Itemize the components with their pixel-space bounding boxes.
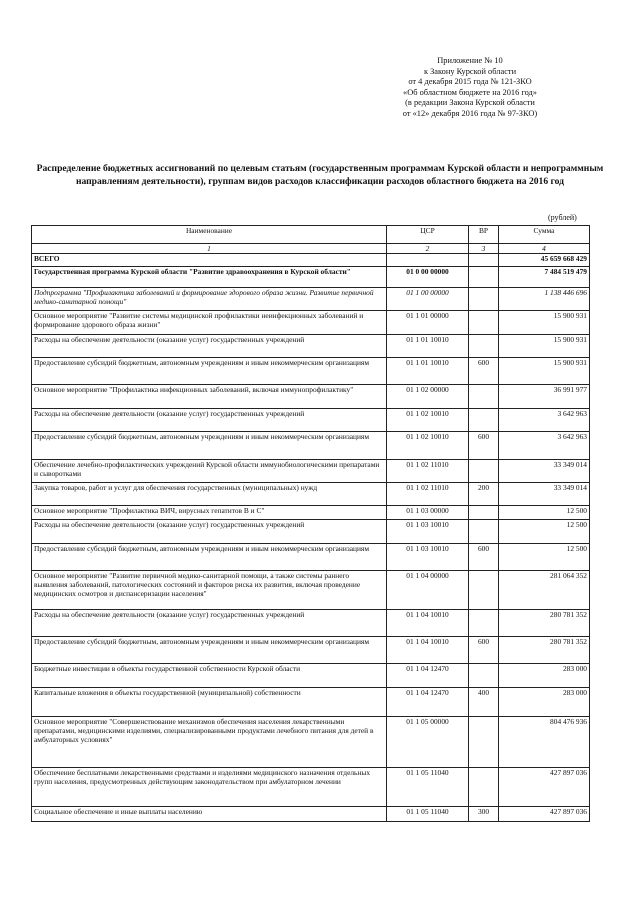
row-vr (469, 409, 499, 432)
header-csr: ЦСР (387, 226, 469, 244)
appendix-line: от «12» декабря 2016 года № 97-ЗКО) (402, 108, 538, 118)
row-name: Основное мероприятие "Профилактика ВИЧ, вирусных гепатитов В и С" (32, 506, 387, 520)
column-number: 3 (469, 244, 499, 254)
row-sum: 7 484 519 479 (499, 267, 590, 288)
column-number-row (32, 244, 590, 254)
row-csr: 01 1 05 00000 (387, 717, 469, 768)
table-row (32, 311, 590, 335)
table-row (32, 288, 590, 311)
row-name: Социальное обеспечение и иные выплаты населению (32, 807, 387, 822)
table-row (32, 267, 590, 288)
row-name: ВСЕГО (32, 254, 387, 267)
row-vr (469, 571, 499, 610)
row-csr: 01 1 01 10010 (387, 358, 469, 385)
row-csr: 01 1 02 10010 (387, 432, 469, 460)
row-csr: 01 1 03 10010 (387, 544, 469, 571)
row-name: Предоставление субсидий бюджетным, автономным учреждениям и иным некоммерческим организациям (32, 432, 387, 460)
header-sum: Сумма (499, 226, 590, 244)
table-row (32, 335, 590, 358)
appendix-line: (в редакции Закона Курской области (405, 98, 535, 108)
row-name: Расходы на обеспечение деятельности (оказание услуг) государственных учреждений (32, 409, 387, 432)
row-sum: 3 642 963 (499, 409, 590, 432)
appendix-line: к Закону Курской области (423, 66, 517, 76)
appendix-line: Приложение № 10 (437, 56, 503, 65)
row-sum: 15 900 931 (499, 358, 590, 385)
row-vr (469, 520, 499, 544)
row-sum: 804 476 936 (499, 717, 590, 768)
row-csr: 01 1 04 10010 (387, 610, 469, 637)
row-name: Предоставление субсидий бюджетным, автономным учреждениям и иным некоммерческим организациям (32, 544, 387, 571)
row-sum: 12 500 (499, 520, 590, 544)
row-vr (469, 335, 499, 358)
row-name: Закупка товаров, работ и услуг для обеспечения государственных (муниципальных) нужд (32, 483, 387, 506)
table-row (32, 432, 590, 460)
row-csr: 01 1 02 10010 (387, 409, 469, 432)
row-csr: 01 1 03 10010 (387, 520, 469, 544)
row-vr: 300 (469, 807, 499, 822)
column-number: 2 (387, 244, 469, 254)
table-row (32, 254, 590, 267)
row-vr (469, 768, 499, 807)
row-name: Бюджетные инвестиции в объекты государственной собственности Курской области (32, 664, 387, 688)
row-csr: 01 1 03 00000 (387, 506, 469, 520)
row-vr: 600 (469, 637, 499, 664)
table-row (32, 483, 590, 506)
row-csr: 01 1 02 11010 (387, 460, 469, 483)
table-row (32, 506, 590, 520)
row-vr: 600 (469, 358, 499, 385)
row-sum: 33 349 014 (499, 460, 590, 483)
row-sum: 15 900 931 (499, 311, 590, 335)
row-csr: 01 0 00 00000 (387, 267, 469, 288)
header-vr: ВР (469, 226, 499, 244)
row-csr: 01 1 01 00000 (387, 311, 469, 335)
row-vr: 400 (469, 688, 499, 717)
row-vr (469, 311, 499, 335)
row-name: Капитальные вложения в объекты государственной (муниципальной) собственности (32, 688, 387, 717)
row-vr: 200 (469, 483, 499, 506)
row-sum: 15 900 931 (499, 335, 590, 358)
row-vr (469, 664, 499, 688)
table-row (32, 358, 590, 385)
row-sum: 1 138 446 696 (499, 288, 590, 311)
row-sum: 283 000 (499, 688, 590, 717)
table-row (32, 717, 590, 768)
row-name: Основное мероприятие "Развитие системы медицинской профилактики неинфекционных заболеваний и формирование здорового образа жизни" (32, 311, 387, 335)
row-name: Предоставление субсидий бюджетным, автономным учреждениям и иным некоммерческим организациям (32, 637, 387, 664)
row-sum: 427 897 036 (499, 768, 590, 807)
table-row (32, 688, 590, 717)
budget-table (31, 225, 590, 822)
row-csr: 01 1 04 10010 (387, 637, 469, 664)
appendix-line: «Об областном бюджете на 2016 год» (403, 87, 537, 97)
row-name: Основное мероприятие "Совершенствование механизмов обеспечения населения лекарственными препаратами, медицинскими изделиями, специализированными продуктами лечебного питания для детей в амбулаторных условиях" (32, 717, 387, 768)
row-name: Расходы на обеспечение деятельности (оказание услуг) государственных учреждений (32, 610, 387, 637)
row-sum: 280 781 352 (499, 610, 590, 637)
row-name: Государственная программа Курской области "Развитие здравоохранения в Курской области" (32, 267, 387, 288)
row-csr: 01 1 04 12470 (387, 688, 469, 717)
row-csr: 01 1 02 00000 (387, 385, 469, 409)
table-row (32, 610, 590, 637)
table-row (32, 637, 590, 664)
table-header-row (32, 226, 590, 244)
appendix-note (385, 56, 555, 120)
row-name: Обеспечение лечебно-профилактических учреждений Курской области иммунобиологическими препаратами и сыворотками (32, 460, 387, 483)
row-sum: 283 000 (499, 664, 590, 688)
row-name: Расходы на обеспечение деятельности (оказание услуг) государственных учреждений (32, 520, 387, 544)
row-name: Основное мероприятие "Развитие первичной медико-санитарной помощи, а также системы раннего выявления заболеваний, патологических состояний и факторов риска их развития, включая проведение медицинских осмотров и диспансеризации населения" (32, 571, 387, 610)
row-csr: 01 1 05 11040 (387, 768, 469, 807)
row-sum: 427 897 036 (499, 807, 590, 822)
row-sum: 281 064 352 (499, 571, 590, 610)
row-vr (469, 460, 499, 483)
table-row (32, 385, 590, 409)
table-row (32, 768, 590, 807)
row-vr: 600 (469, 432, 499, 460)
table-row (32, 807, 590, 822)
row-csr (387, 254, 469, 267)
units-label: (рублей) (548, 213, 577, 222)
row-sum: 280 781 352 (499, 637, 590, 664)
table-row (32, 664, 590, 688)
row-name: Обеспечение бесплатными лекарственными средствами и изделиями медицинского назначения отдельных групп населения, предусмотренных действующим законодательством при амбулаторном лечении (32, 768, 387, 807)
table-row (32, 409, 590, 432)
row-csr: 01 1 02 11010 (387, 483, 469, 506)
table-row (32, 544, 590, 571)
header-name: Наименование (32, 226, 387, 244)
row-vr (469, 610, 499, 637)
row-sum: 12 500 (499, 544, 590, 571)
row-vr: 600 (469, 544, 499, 571)
table-row (32, 460, 590, 483)
row-name: Предоставление субсидий бюджетным, автономным учреждениям и иным некоммерческим организациям (32, 358, 387, 385)
table-row (32, 520, 590, 544)
document-title: Распределение бюджетных ассигнований по целевым статьям (государственным программам Курской области и непрограммным направлениям деятельности), группам видов расходов классификации расходов областного бюджета на 2016 год (36, 163, 604, 187)
appendix-line: от 4 декабря 2015 года № 121-ЗКО (408, 77, 532, 87)
row-vr (469, 267, 499, 288)
column-number: 1 (32, 244, 387, 254)
row-vr (469, 254, 499, 267)
row-csr: 01 1 04 12470 (387, 664, 469, 688)
row-csr: 01 1 04 00000 (387, 571, 469, 610)
row-sum: 3 642 963 (499, 432, 590, 460)
row-name: Основное мероприятие "Профилактика инфекционных заболеваний, включая иммунопрофилактику" (32, 385, 387, 409)
row-sum: 12 500 (499, 506, 590, 520)
row-name: Подпрограмма "Профилактика заболеваний и формирование здорового образа жизни. Развитие первичной медико-санитарной помощи" (32, 288, 387, 311)
row-csr: 01 1 01 10010 (387, 335, 469, 358)
row-sum: 33 349 014 (499, 483, 590, 506)
row-vr (469, 717, 499, 768)
row-vr (469, 385, 499, 409)
column-number: 4 (499, 244, 590, 254)
row-vr (469, 506, 499, 520)
row-csr: 01 1 00 00000 (387, 288, 469, 311)
row-sum: 45 659 668 429 (499, 254, 590, 267)
row-csr: 01 1 05 11040 (387, 807, 469, 822)
row-vr (469, 288, 499, 311)
row-sum: 36 991 977 (499, 385, 590, 409)
table-row (32, 571, 590, 610)
row-name: Расходы на обеспечение деятельности (оказание услуг) государственных учреждений (32, 335, 387, 358)
